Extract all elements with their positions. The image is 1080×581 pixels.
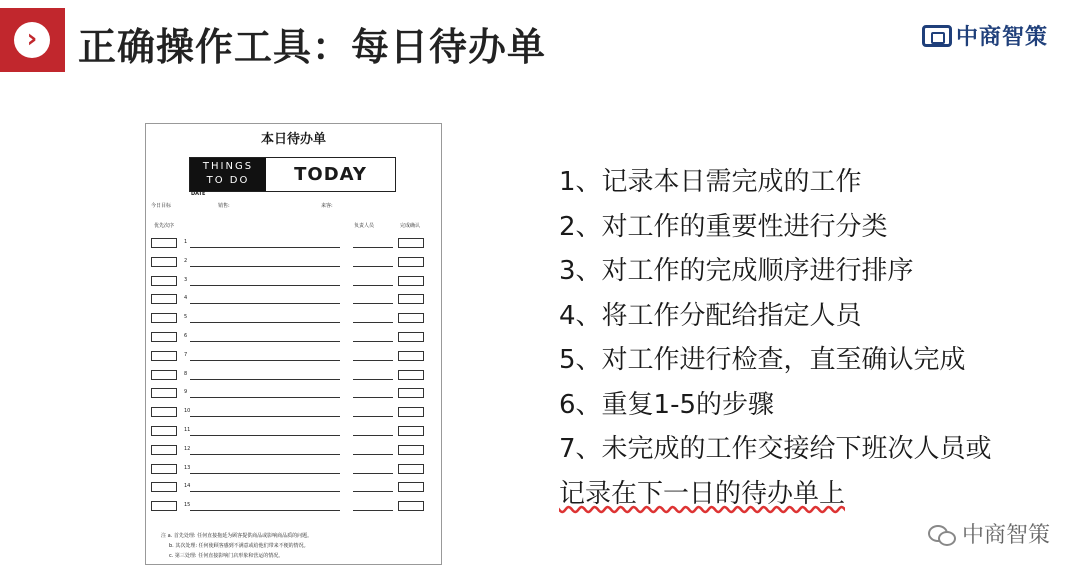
note-line: c. 第三处理: 任何直接影响门店形象和营运的情况。 (169, 553, 284, 559)
done-box (398, 313, 424, 323)
todo-row (146, 332, 441, 342)
owner-line (353, 397, 393, 398)
todo-row (146, 407, 441, 417)
owner-line (353, 285, 393, 286)
document-notes (161, 531, 312, 561)
done-box (398, 482, 424, 492)
priority-box (151, 370, 177, 380)
priority-box (151, 313, 177, 323)
todo-row (146, 257, 441, 267)
todo-row (146, 351, 441, 361)
owner-line (353, 360, 393, 361)
priority-box (151, 482, 177, 492)
priority-box (151, 501, 177, 511)
row-number: 7 (184, 351, 188, 358)
done-label: 完成确认 (400, 223, 421, 229)
row-number: 5 (184, 314, 188, 321)
owner-line (353, 491, 393, 492)
done-box (398, 276, 424, 286)
steps-list (559, 160, 992, 516)
owner-line (353, 247, 393, 248)
row-number: 3 (184, 276, 188, 283)
task-line (190, 322, 340, 323)
row-number: 2 (184, 257, 188, 264)
todo-row (146, 501, 441, 511)
step-item (559, 472, 992, 517)
todo-row (146, 370, 441, 380)
priority-box (151, 464, 177, 474)
step-item: 7、未完成的工作交接给下班次人员或 (559, 434, 992, 464)
todo-document (145, 123, 442, 565)
badge-line2: TO DO (206, 175, 250, 186)
owner-line (353, 341, 393, 342)
todo-row (146, 294, 441, 304)
owner-line (353, 416, 393, 417)
priority-box (151, 426, 177, 436)
owner-line (353, 435, 393, 436)
row-number: 8 (184, 370, 188, 377)
row-number: 10 (184, 408, 191, 415)
badge-today: TODAY (294, 164, 367, 185)
row-number: 12 (184, 445, 191, 452)
done-box (398, 332, 424, 342)
priority-box (151, 332, 177, 342)
priority-box (151, 294, 177, 304)
owner-line (353, 303, 393, 304)
task-line (190, 341, 340, 342)
step-item: 6、重复1-5的步骤 (559, 389, 775, 420)
priority-label: 优先次序 (154, 223, 175, 229)
todo-row (146, 445, 441, 455)
task-line (190, 247, 340, 248)
task-line (190, 397, 340, 398)
things-to-do-badge (189, 157, 396, 192)
task-line (190, 416, 340, 417)
row-number: 6 (184, 333, 188, 339)
page-title: 正确操作工具：每日待办单 (78, 25, 547, 69)
row-number: 1 (184, 239, 188, 245)
step-item: 4、将工作分配给指定人员 (559, 300, 862, 331)
brand-logo-icon (922, 25, 952, 47)
row-number: 9 (184, 389, 188, 396)
step-item: 3、对工作的完成顺序进行排序 (559, 256, 914, 286)
note-line: 注 a. 首先处理: 任何直接拖延为顾客提供商品或影响商品质的问题。 (161, 533, 313, 539)
guests-label: 来客: (321, 203, 333, 209)
owner-label: 负责人员 (354, 223, 375, 229)
chevron-right-icon: › (14, 22, 50, 58)
task-line (190, 473, 340, 474)
task-line (190, 379, 340, 380)
done-box (398, 407, 424, 417)
priority-box (151, 276, 177, 286)
task-line (190, 510, 340, 511)
done-box (398, 501, 424, 511)
priority-box (151, 238, 177, 248)
brand (922, 20, 1048, 51)
watermark-text: 中商智策 (961, 523, 1050, 548)
done-box (398, 445, 424, 455)
todo-row (146, 464, 441, 474)
done-box (398, 294, 424, 304)
row-number: 4 (184, 295, 188, 302)
badge-black-panel (190, 158, 266, 191)
done-box (398, 351, 424, 361)
task-line (190, 454, 340, 455)
todo-row (146, 426, 441, 436)
task-line (190, 285, 340, 286)
step-item-text: 记录在下一日的待办单上 (559, 478, 846, 509)
todo-row (146, 313, 441, 323)
owner-line (353, 473, 393, 474)
todo-row (146, 276, 441, 286)
task-line (190, 303, 340, 304)
owner-line (353, 454, 393, 455)
note-line: b. 其次处理: 任何使顾客感到不满意或给他们带来不便的情况。 (169, 543, 309, 549)
goal-label: 今日目标 (151, 203, 172, 209)
task-line (190, 435, 340, 436)
owner-line (353, 322, 393, 323)
document-title: 本日待办单 (260, 132, 326, 147)
done-box (398, 257, 424, 267)
todo-row (146, 482, 441, 492)
row-number: 15 (184, 502, 191, 509)
row-number: 13 (184, 464, 191, 471)
date-label: DATE (191, 191, 206, 197)
done-box (398, 238, 424, 248)
step-item: 2、对工作的重要性进行分类 (559, 211, 888, 242)
priority-box (151, 351, 177, 361)
owner-line (353, 379, 393, 380)
priority-box (151, 407, 177, 417)
row-number: 11 (184, 427, 191, 433)
done-box (398, 370, 424, 380)
step-item: 5、对工作进行检查，直至确认完成 (559, 345, 966, 375)
badge-line1: THINGS (202, 161, 254, 172)
priority-box (151, 388, 177, 398)
todo-row (146, 238, 441, 248)
task-line (190, 266, 340, 267)
row-number: 14 (184, 483, 191, 490)
done-box (398, 388, 424, 398)
sales-label: 销售: (218, 203, 230, 209)
header-badge (0, 8, 65, 72)
brand-name: 中商智策 (955, 25, 1048, 50)
done-box (398, 426, 424, 436)
priority-box (151, 257, 177, 267)
task-line (190, 491, 340, 492)
step-item: 1、记录本日需完成的工作 (559, 167, 862, 197)
owner-line (353, 266, 393, 267)
watermark (928, 518, 1050, 549)
done-box (398, 464, 424, 474)
todo-row (146, 388, 441, 398)
priority-box (151, 445, 177, 455)
task-line (190, 360, 340, 361)
wechat-icon (928, 523, 956, 545)
owner-line (353, 510, 393, 511)
